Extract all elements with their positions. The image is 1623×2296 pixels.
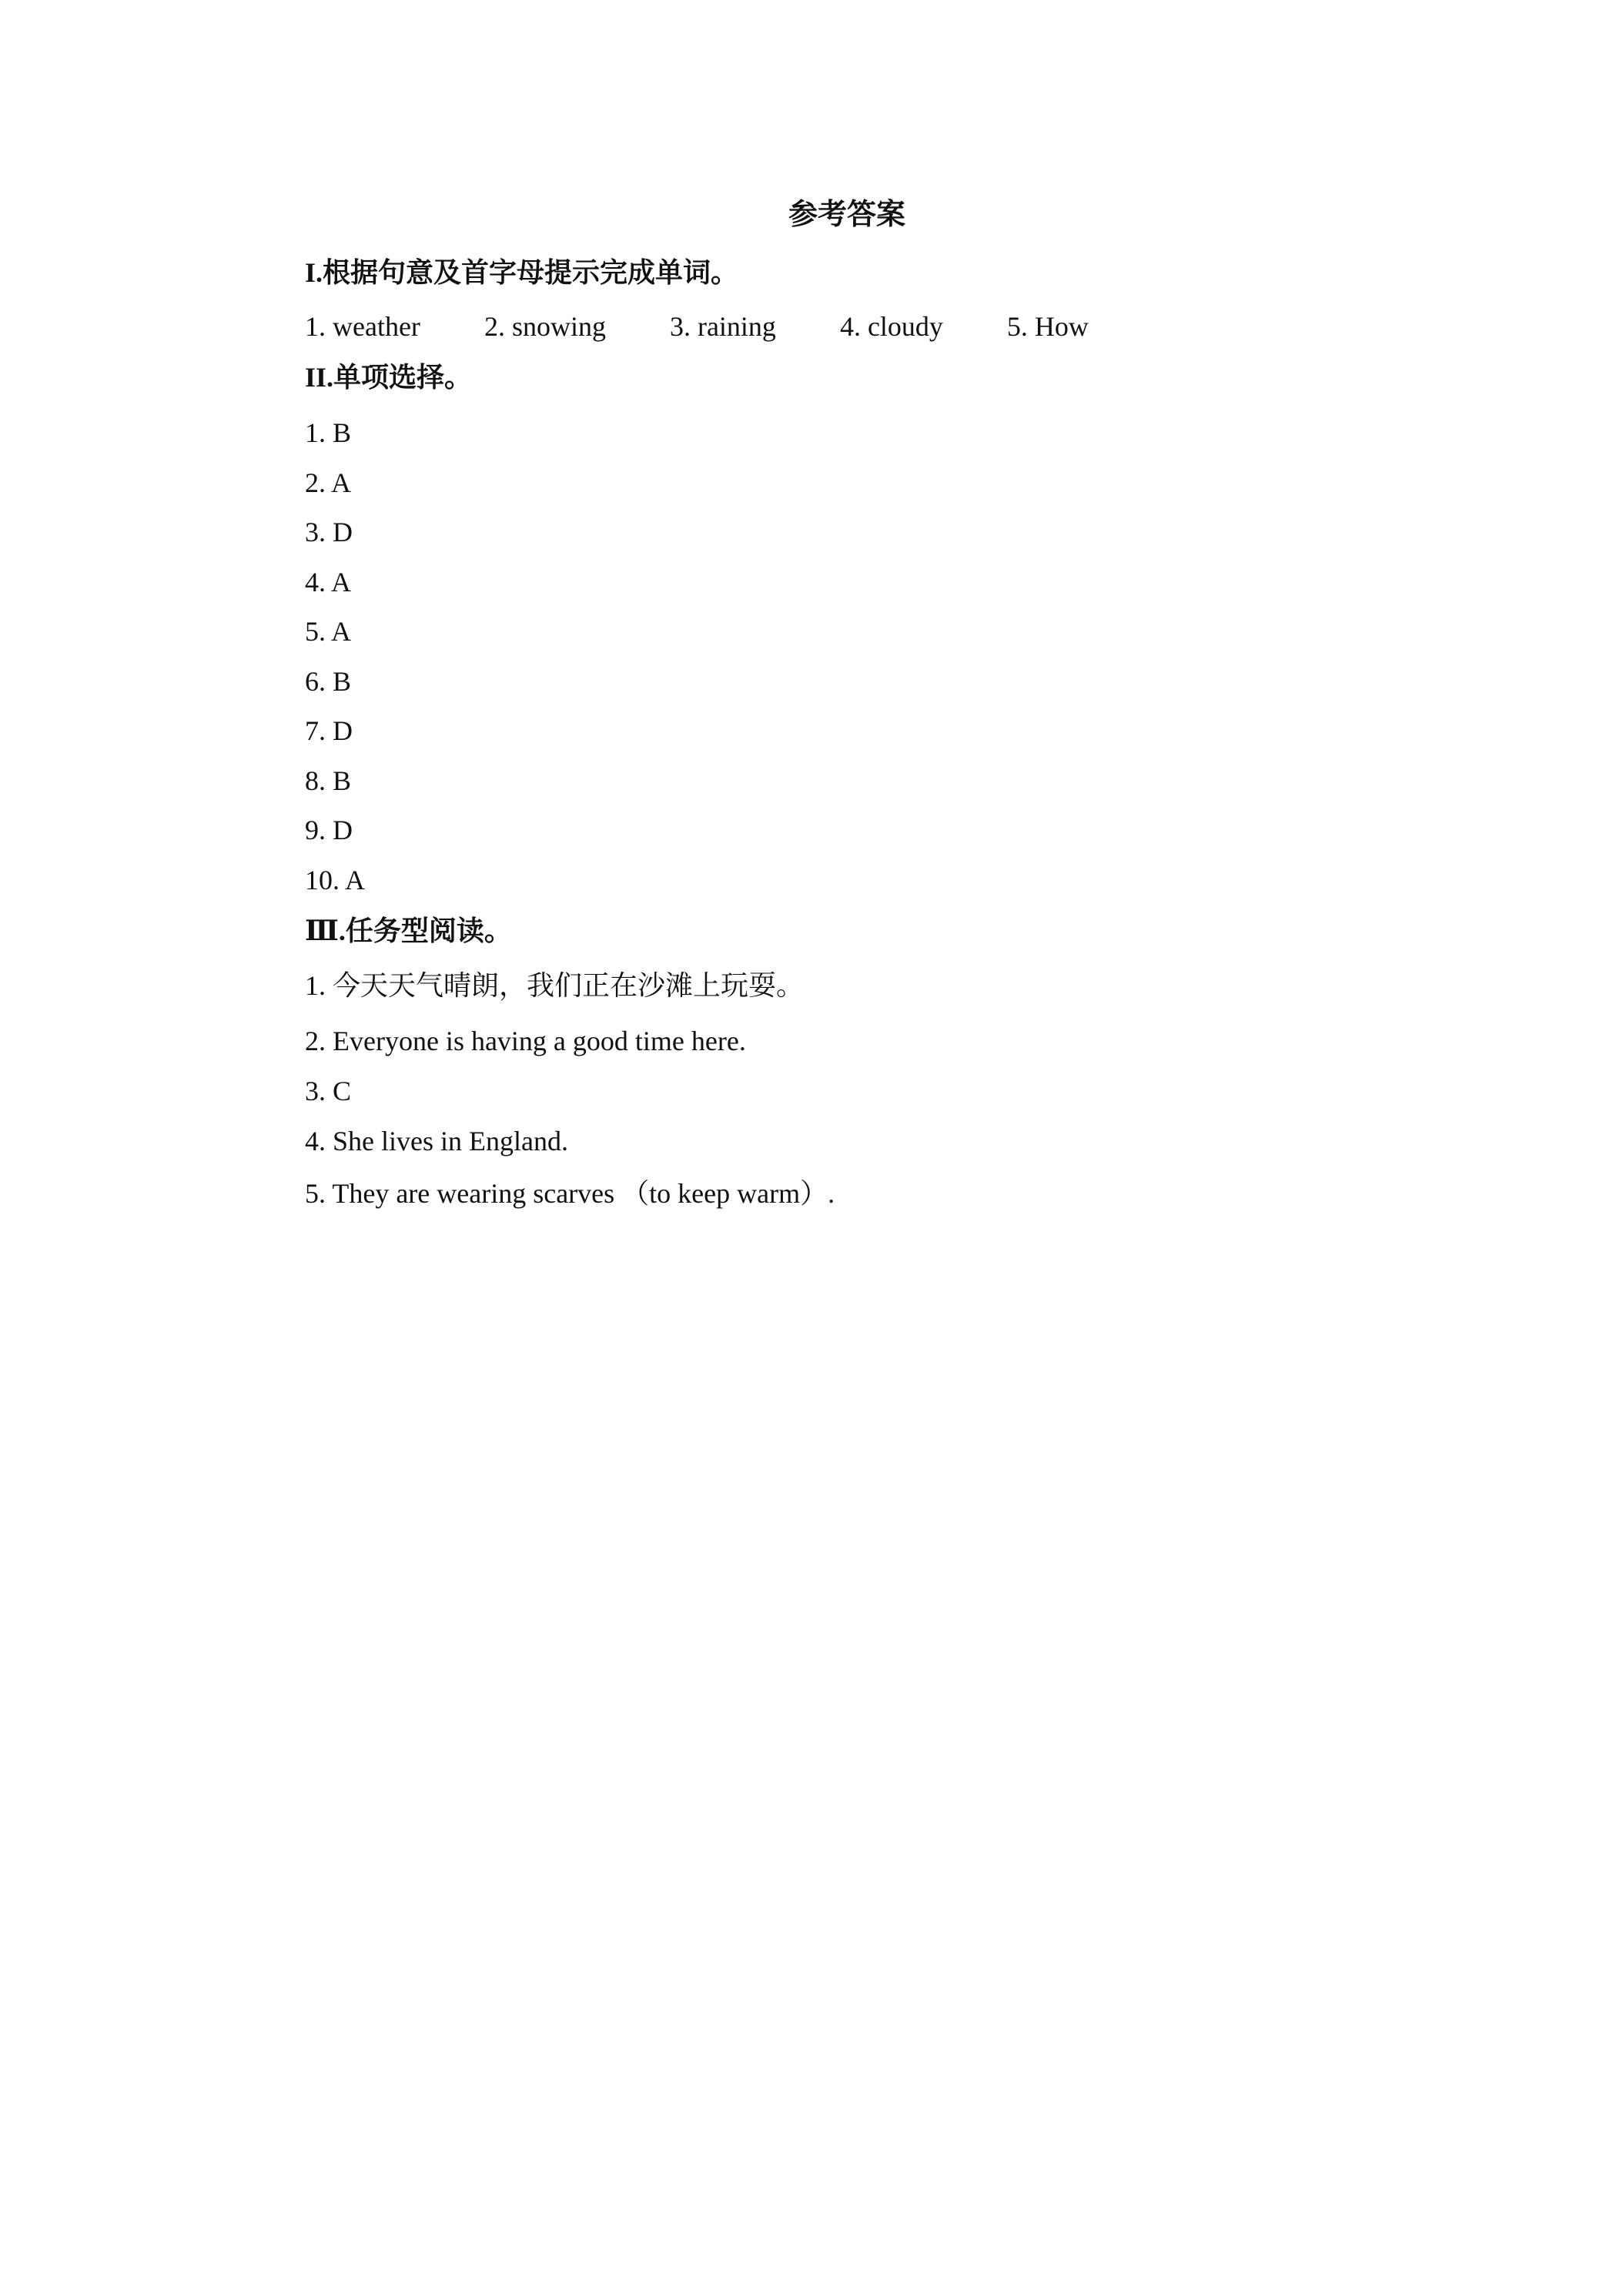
section1-answer-2: 2. snowing bbox=[484, 311, 606, 342]
section2-answer-6: 6. B bbox=[305, 666, 352, 697]
section2-answer-9: 9. D bbox=[305, 815, 353, 845]
section1-answer-5: 5. How bbox=[1006, 311, 1089, 342]
section3-heading: Ⅲ.任务型阅读。 bbox=[305, 915, 512, 946]
section3-answer-4: 4. She lives in England. bbox=[305, 1126, 568, 1156]
section2-heading: II.单项选择。 bbox=[305, 362, 473, 393]
section2-answer-5: 5. A bbox=[305, 616, 352, 647]
section2-answer-3: 3. D bbox=[305, 517, 353, 547]
section1-answer-4: 4. cloudy bbox=[839, 311, 943, 342]
section3-answer-1: 1. 今天天气晴朗，我们正在沙滩上玩耍。 bbox=[305, 970, 805, 1001]
section2-answer-4: 4. A bbox=[305, 567, 352, 597]
page-title: 参考答案 bbox=[788, 199, 905, 231]
section1-heading: I.根据句意及首字母提示完成单词。 bbox=[305, 257, 739, 288]
section2-answer-1: 1. B bbox=[305, 417, 352, 448]
section3-answer-5: 5. They are wearing scarves （to keep warm）. bbox=[305, 1178, 835, 1209]
section3-answer-2: 2. Everyone is having a good time here. bbox=[305, 1026, 746, 1056]
section1-answer-1: 1. weather bbox=[305, 311, 420, 342]
section3-answer-3: 3. C bbox=[305, 1076, 352, 1106]
section2-answer-10: 10. A bbox=[305, 865, 366, 895]
section2-answer-8: 8. B bbox=[305, 765, 352, 796]
section1-answers bbox=[305, 308, 1089, 345]
section1-answer-3: 3. raining bbox=[669, 311, 776, 342]
section2-answer-2: 2. A bbox=[305, 467, 352, 498]
section2-answer-7: 7. D bbox=[305, 715, 353, 746]
